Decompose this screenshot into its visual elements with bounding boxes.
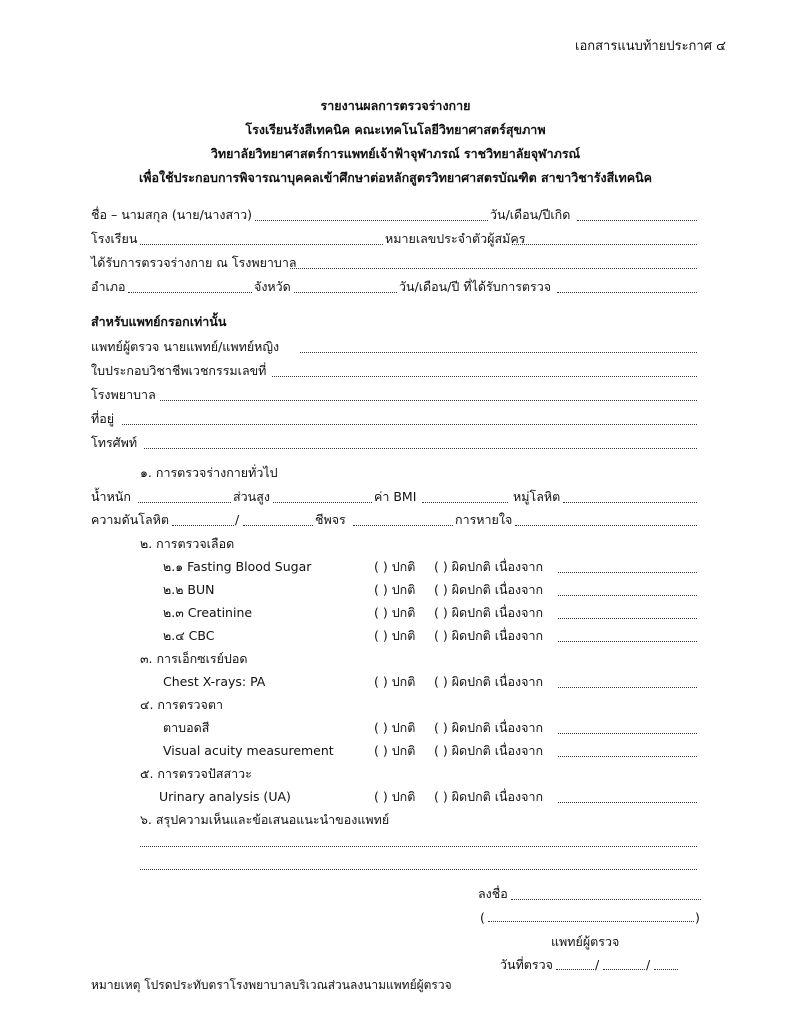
pulse-label: ชีพจร [315, 512, 346, 527]
weight-field[interactable] [138, 502, 231, 503]
urinalysis-abnormal-checkbox[interactable]: ( ) ผิดปกติ เนื่องจาก [434, 789, 544, 804]
exam-day-label: วันที่ตรวจ [500, 957, 553, 972]
license-label: ใบประกอบวิชาชีพเวชกรรมเลขที่ [91, 363, 267, 378]
systolic-field[interactable] [172, 525, 234, 526]
birthdate-label: วัน/เดือน/ปีเกิด [490, 207, 571, 222]
bun-reason-field[interactable] [558, 595, 697, 596]
color-blindness-label: ตาบอดสี [163, 720, 210, 735]
creatinine-label: ๒.๓ Creatinine [163, 605, 253, 620]
urinalysis-reason-field[interactable] [558, 802, 697, 803]
district-label: อำเภอ [91, 279, 126, 294]
examining-doctor-label: แพทย์ผู้ตรวจ [551, 934, 620, 949]
exam-date-field[interactable] [557, 292, 697, 293]
respiration-label: การหายใจ [455, 512, 513, 527]
visual-acuity-normal-checkbox[interactable]: ( ) ปกติ [374, 743, 416, 758]
pulse-field[interactable] [353, 525, 453, 526]
date-slash-1: / [595, 957, 600, 972]
summary-line-2[interactable] [140, 869, 697, 870]
visual-acuity-abnormal-checkbox[interactable]: ( ) ผิดปกติ เนื่องจาก [434, 743, 544, 758]
phone-label: โทรศัพท์ [91, 435, 138, 450]
blood-pressure-label: ความดันโลหิต [91, 512, 170, 527]
summary-line-1[interactable] [140, 846, 697, 847]
summary-heading: ๖. สรุปความเห็นและข้อเสนอแนะนำของแพทย์ [140, 812, 390, 827]
exam-month-field[interactable] [603, 969, 645, 970]
color-blindness-reason-field[interactable] [558, 733, 697, 734]
cbc-label: ๒.๔ CBC [163, 628, 215, 643]
chest-xray-reason-field[interactable] [558, 687, 697, 688]
blood-group-field[interactable] [563, 502, 697, 503]
bun-abnormal-checkbox[interactable]: ( ) ผิดปกติ เนื่องจาก [434, 582, 544, 597]
exam-year-field[interactable] [654, 969, 678, 970]
applicant-id-field[interactable] [512, 244, 697, 245]
license-field[interactable] [272, 376, 697, 377]
xray-heading: ๓. การเอ็กซเรย์ปอด [140, 651, 248, 666]
annex-label: เอกสารแนบท้ายประกาศ ๔ [575, 39, 726, 54]
exam-hospital-field[interactable] [290, 268, 697, 269]
creatinine-reason-field[interactable] [558, 618, 697, 619]
district-field[interactable] [128, 292, 252, 293]
applicant-id-label: หมายเลขประจำตัวผู้สมัคร [385, 231, 526, 246]
fbs-label: ๒.๑ Fasting Blood Sugar [163, 559, 312, 574]
cbc-normal-checkbox[interactable]: ( ) ปกติ [374, 628, 416, 643]
general-exam-heading: ๑. การตรวจร่างกายทั่วไป [140, 465, 278, 480]
name-field[interactable] [255, 220, 488, 221]
chest-xray-normal-checkbox[interactable]: ( ) ปกติ [374, 674, 416, 689]
physician-label: แพทย์ผู้ตรวจ นายแพทย์/แพทย์หญิง [91, 339, 280, 354]
weight-label: น้ำหนัก [91, 489, 131, 504]
name-label: ชื่อ – นามสกุล (นาย/นางสาว) [91, 207, 253, 222]
blood-pressure-slash: / [235, 512, 240, 527]
title-line-2: โรงเรียนรังสีเทคนิค คณะเทคโนโลยีวิทยาศาสตร์สุขภาพ [245, 122, 546, 137]
cbc-abnormal-checkbox[interactable]: ( ) ผิดปกติ เนื่องจาก [434, 628, 544, 643]
respiration-field[interactable] [515, 525, 697, 526]
bmi-label: ค่า BMI [374, 489, 417, 504]
title-line-3: วิทยาลัยวิทยาศาสตร์การแพทย์เจ้าฟ้าจุฬาภรณ์ ราชวิทยาลัยจุฬาภรณ์ [210, 146, 581, 161]
exam-hospital-label: ได้รับการตรวจร่างกาย ณ โรงพยาบาล [91, 255, 297, 270]
date-slash-2: / [646, 957, 651, 972]
fbs-abnormal-checkbox[interactable]: ( ) ผิดปกติ เนื่องจาก [434, 559, 544, 574]
height-field[interactable] [273, 502, 372, 503]
province-field[interactable] [294, 292, 397, 293]
fbs-reason-field[interactable] [558, 572, 697, 573]
signature-open-paren: ( [480, 910, 485, 925]
signature-label: ลงชื่อ [478, 886, 508, 901]
title-line-4: เพื่อใช้ประกอบการพิจารณาบุคคลเข้าศึกษาต่อหลักสูตรวิทยาศาสตรบัณฑิต สาขาวิชารังสีเทคนิค [138, 170, 653, 185]
bmi-field[interactable] [422, 502, 508, 503]
phone-field[interactable] [144, 448, 697, 449]
color-blindness-normal-checkbox[interactable]: ( ) ปกติ [374, 720, 416, 735]
birthdate-field[interactable] [577, 220, 697, 221]
physician-field[interactable] [300, 352, 697, 353]
eye-exam-heading: ๔. การตรวจตา [140, 697, 224, 712]
urine-exam-heading: ๕. การตรวจปัสสาวะ [140, 766, 252, 781]
creatinine-abnormal-checkbox[interactable]: ( ) ผิดปกติ เนื่องจาก [434, 605, 544, 620]
exam-date-label: วัน/เดือน/ปี ที่ได้รับการตรวจ [399, 279, 552, 294]
footer-note: หมายเหตุ โปรดประทับตราโรงพยาบาลบริเวณส่วนลงนามแพทย์ผู้ตรวจ [91, 978, 452, 992]
cbc-reason-field[interactable] [558, 641, 697, 642]
fbs-normal-checkbox[interactable]: ( ) ปกติ [374, 559, 416, 574]
school-field[interactable] [140, 244, 383, 245]
school-label: โรงเรียน [91, 231, 138, 246]
blood-test-heading: ๒. การตรวจเลือด [140, 536, 235, 551]
blood-group-label: หมู่โลหิต [513, 489, 561, 504]
title-line-1: รายงานผลการตรวจร่างกาย [320, 98, 471, 113]
address-field[interactable] [122, 424, 697, 425]
creatinine-normal-checkbox[interactable]: ( ) ปกติ [374, 605, 416, 620]
doctor-hospital-field[interactable] [160, 400, 697, 401]
chest-xray-label: Chest X-rays: PA [163, 674, 266, 689]
visual-acuity-label: Visual acuity measurement [163, 743, 334, 758]
signature-close-paren: ) [695, 910, 700, 925]
bun-normal-checkbox[interactable]: ( ) ปกติ [374, 582, 416, 597]
bun-label: ๒.๒ BUN [163, 582, 215, 597]
visual-acuity-reason-field[interactable] [558, 756, 697, 757]
urinalysis-normal-checkbox[interactable]: ( ) ปกติ [374, 789, 416, 804]
chest-xray-abnormal-checkbox[interactable]: ( ) ผิดปกติ เนื่องจาก [434, 674, 544, 689]
height-label: ส่วนสูง [233, 489, 270, 504]
address-label: ที่อยู่ [91, 411, 115, 426]
printed-name-field[interactable] [488, 921, 694, 922]
diastolic-field[interactable] [243, 525, 313, 526]
urinalysis-label: Urinary analysis (UA) [159, 789, 291, 804]
doctor-section-heading: สำหรับแพทย์กรอกเท่านั้น [91, 314, 227, 329]
signature-field[interactable] [511, 899, 701, 900]
color-blindness-abnormal-checkbox[interactable]: ( ) ผิดปกติ เนื่องจาก [434, 720, 544, 735]
exam-day-field[interactable] [556, 969, 594, 970]
doctor-hospital-label: โรงพยาบาล [91, 387, 156, 402]
province-label: จังหวัด [254, 279, 291, 294]
